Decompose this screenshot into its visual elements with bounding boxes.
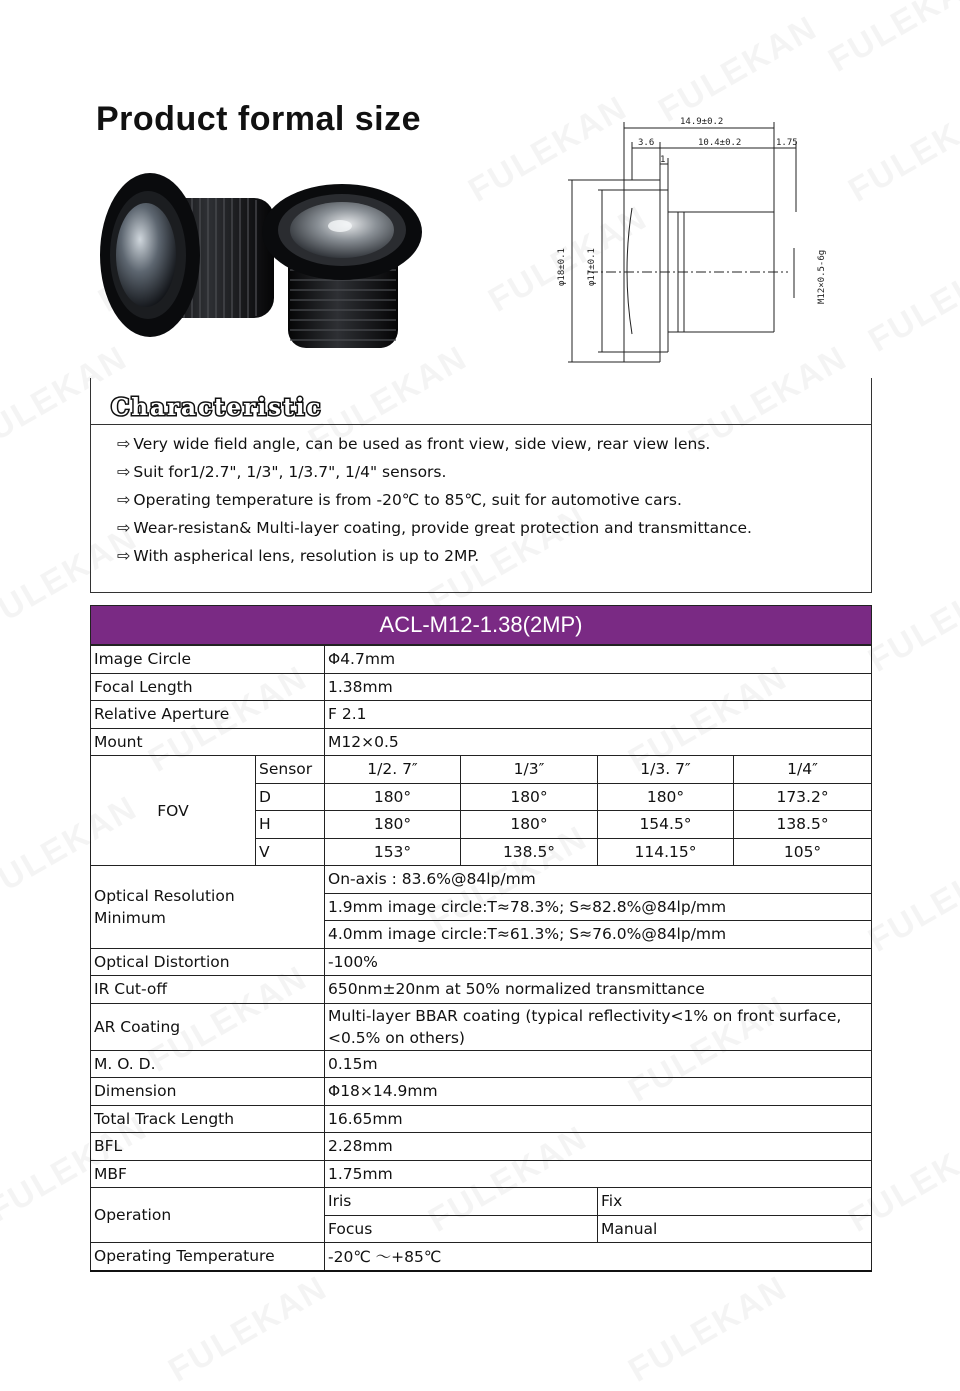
dim-barrel: 10.4±0.2 xyxy=(698,138,742,148)
fov-value: 180° xyxy=(325,783,461,811)
spec-label: MBF xyxy=(91,1160,325,1188)
fov-value: 180° xyxy=(325,811,461,839)
table-row xyxy=(91,701,872,729)
list-item: ⇨ Suit for1/2.7", 1/3", 1/3.7", 1/4" sensors. xyxy=(117,462,447,481)
dim-total-length: 14.9±0.2 xyxy=(680,117,724,127)
fov-value: 154.5° xyxy=(598,811,734,839)
spec-label: Total Track Length xyxy=(91,1105,325,1133)
spec-value: -100% xyxy=(325,948,872,976)
arrow-right-icon: ⇨ xyxy=(117,462,131,481)
spec-label: Image Circle xyxy=(91,645,325,673)
fov-sensor: 1/3. 7″ xyxy=(598,756,734,784)
dim-step: 1 xyxy=(660,155,666,165)
watermark-text xyxy=(862,559,960,681)
model-header: ACL-M12-1.38(2MP) xyxy=(91,606,872,646)
spec-value: 1.38mm xyxy=(325,673,872,701)
fov-sensor: 1/3″ xyxy=(461,756,598,784)
list-item: ⇨ Wear-resistan& Multi-layer coating, provide great protection and transmittance. xyxy=(117,518,752,537)
list-item: ⇨ Very wide field angle, can be used as front view, side view, rear view lens. xyxy=(117,434,711,453)
spec-value: M12×0.5 xyxy=(325,728,872,756)
characteristic-title: Characteristic xyxy=(111,394,323,421)
fov-axis: D xyxy=(256,783,325,811)
table-row xyxy=(91,728,872,756)
characteristic-section xyxy=(90,378,872,593)
spec-value: Φ4.7mm xyxy=(325,645,872,673)
spec-value: 16.65mm xyxy=(325,1105,872,1133)
spec-value: 650nm±20nm at 50% normalized transmittance xyxy=(325,976,872,1004)
resolution-value: 4.0mm image circle:T≈61.3%; S≈76.0%@84lp/mm xyxy=(325,921,872,949)
watermark-text xyxy=(822,0,960,80)
table-row xyxy=(91,1078,872,1106)
dim-thread: M12×0.5-6g xyxy=(817,249,827,304)
table-row xyxy=(91,1188,872,1216)
spec-label: Focal Length xyxy=(91,673,325,701)
spec-label: Operating Temperature xyxy=(91,1243,325,1271)
table-row xyxy=(91,1105,872,1133)
fov-value: 180° xyxy=(461,811,598,839)
spec-label: M. O. D. xyxy=(91,1050,325,1078)
spec-table xyxy=(90,605,872,1272)
watermark-text xyxy=(622,1269,794,1391)
table-row xyxy=(91,1003,872,1050)
resolution-value: On-axis : 83.6%@84lp/mm xyxy=(325,866,872,894)
spec-value: 1.75mm xyxy=(325,1160,872,1188)
fov-value: 138.5° xyxy=(461,838,598,866)
spec-value: -20℃ ～+85℃ xyxy=(325,1243,872,1271)
fov-sensor: 1/2. 7″ xyxy=(325,756,461,784)
spec-label: Operation xyxy=(91,1188,325,1243)
table-row xyxy=(91,1133,872,1161)
spec-value: Φ18×14.9mm xyxy=(325,1078,872,1106)
spec-label: IR Cut-off xyxy=(91,976,325,1004)
operation-name: Focus xyxy=(325,1215,598,1243)
list-item: ⇨ With aspherical lens, resolution is up to 2MP. xyxy=(117,546,480,565)
watermark-text xyxy=(842,89,960,211)
watermark-text xyxy=(862,239,960,361)
lens-dimension-drawing xyxy=(548,108,838,370)
arrow-right-icon: ⇨ xyxy=(117,434,131,453)
fov-value: 180° xyxy=(461,783,598,811)
lens-product-image xyxy=(92,160,432,360)
spec-value: F 2.1 xyxy=(325,701,872,729)
dim-outer-diameter: φ18±0.1 xyxy=(557,248,567,286)
dim-flange: 3.6 xyxy=(638,138,655,148)
table-row xyxy=(91,1243,872,1271)
fov-value: 114.15° xyxy=(598,838,734,866)
fov-axis: V xyxy=(256,838,325,866)
dim-inner-diameter: φ17±0.1 xyxy=(587,248,597,286)
table-row xyxy=(91,645,872,673)
operation-name: Iris xyxy=(325,1188,598,1216)
fov-value: 153° xyxy=(325,838,461,866)
arrow-right-icon: ⇨ xyxy=(117,518,131,537)
table-row xyxy=(91,673,872,701)
table-row xyxy=(91,756,872,784)
operation-value: Fix xyxy=(598,1188,872,1216)
spec-value: 2.28mm xyxy=(325,1133,872,1161)
spec-value: 0.15m xyxy=(325,1050,872,1078)
dim-mbf: 1.75 xyxy=(776,138,798,148)
fov-axis: H xyxy=(256,811,325,839)
fov-label: FOV xyxy=(91,756,256,866)
operation-value: Manual xyxy=(598,1215,872,1243)
table-row xyxy=(91,1160,872,1188)
table-row xyxy=(91,866,872,894)
table-row xyxy=(91,1050,872,1078)
table-row xyxy=(91,948,872,976)
fov-sensor: 1/4″ xyxy=(734,756,872,784)
characteristic-list xyxy=(117,430,752,570)
fov-value: 138.5° xyxy=(734,811,872,839)
watermark-text xyxy=(862,839,960,961)
spec-label: AR Coating xyxy=(91,1003,325,1050)
fov-value: 105° xyxy=(734,838,872,866)
watermark-text xyxy=(162,1269,334,1391)
fov-sensor-label: Sensor xyxy=(256,756,325,784)
table-row xyxy=(91,976,872,1004)
spec-label: Dimension xyxy=(91,1078,325,1106)
spec-value: Multi-layer BBAR coating (typical reflectivity<1% on front surface, <0.5% on others) xyxy=(325,1003,872,1050)
fov-value: 173.2° xyxy=(734,783,872,811)
page-title: Product formal size xyxy=(96,100,422,138)
spec-label: BFL xyxy=(91,1133,325,1161)
spec-label: Mount xyxy=(91,728,325,756)
spec-label: Optical Distortion xyxy=(91,948,325,976)
fov-value: 180° xyxy=(598,783,734,811)
spec-label: Relative Aperture xyxy=(91,701,325,729)
arrow-right-icon: ⇨ xyxy=(117,546,131,565)
resolution-value: 1.9mm image circle:T≈78.3%; S≈82.8%@84lp/mm xyxy=(325,893,872,921)
arrow-right-icon: ⇨ xyxy=(117,490,131,509)
resolution-label: Optical Resolution Minimum xyxy=(91,866,325,949)
list-item: ⇨ Operating temperature is from -20℃ to 85℃, suit for automotive cars. xyxy=(117,490,682,509)
